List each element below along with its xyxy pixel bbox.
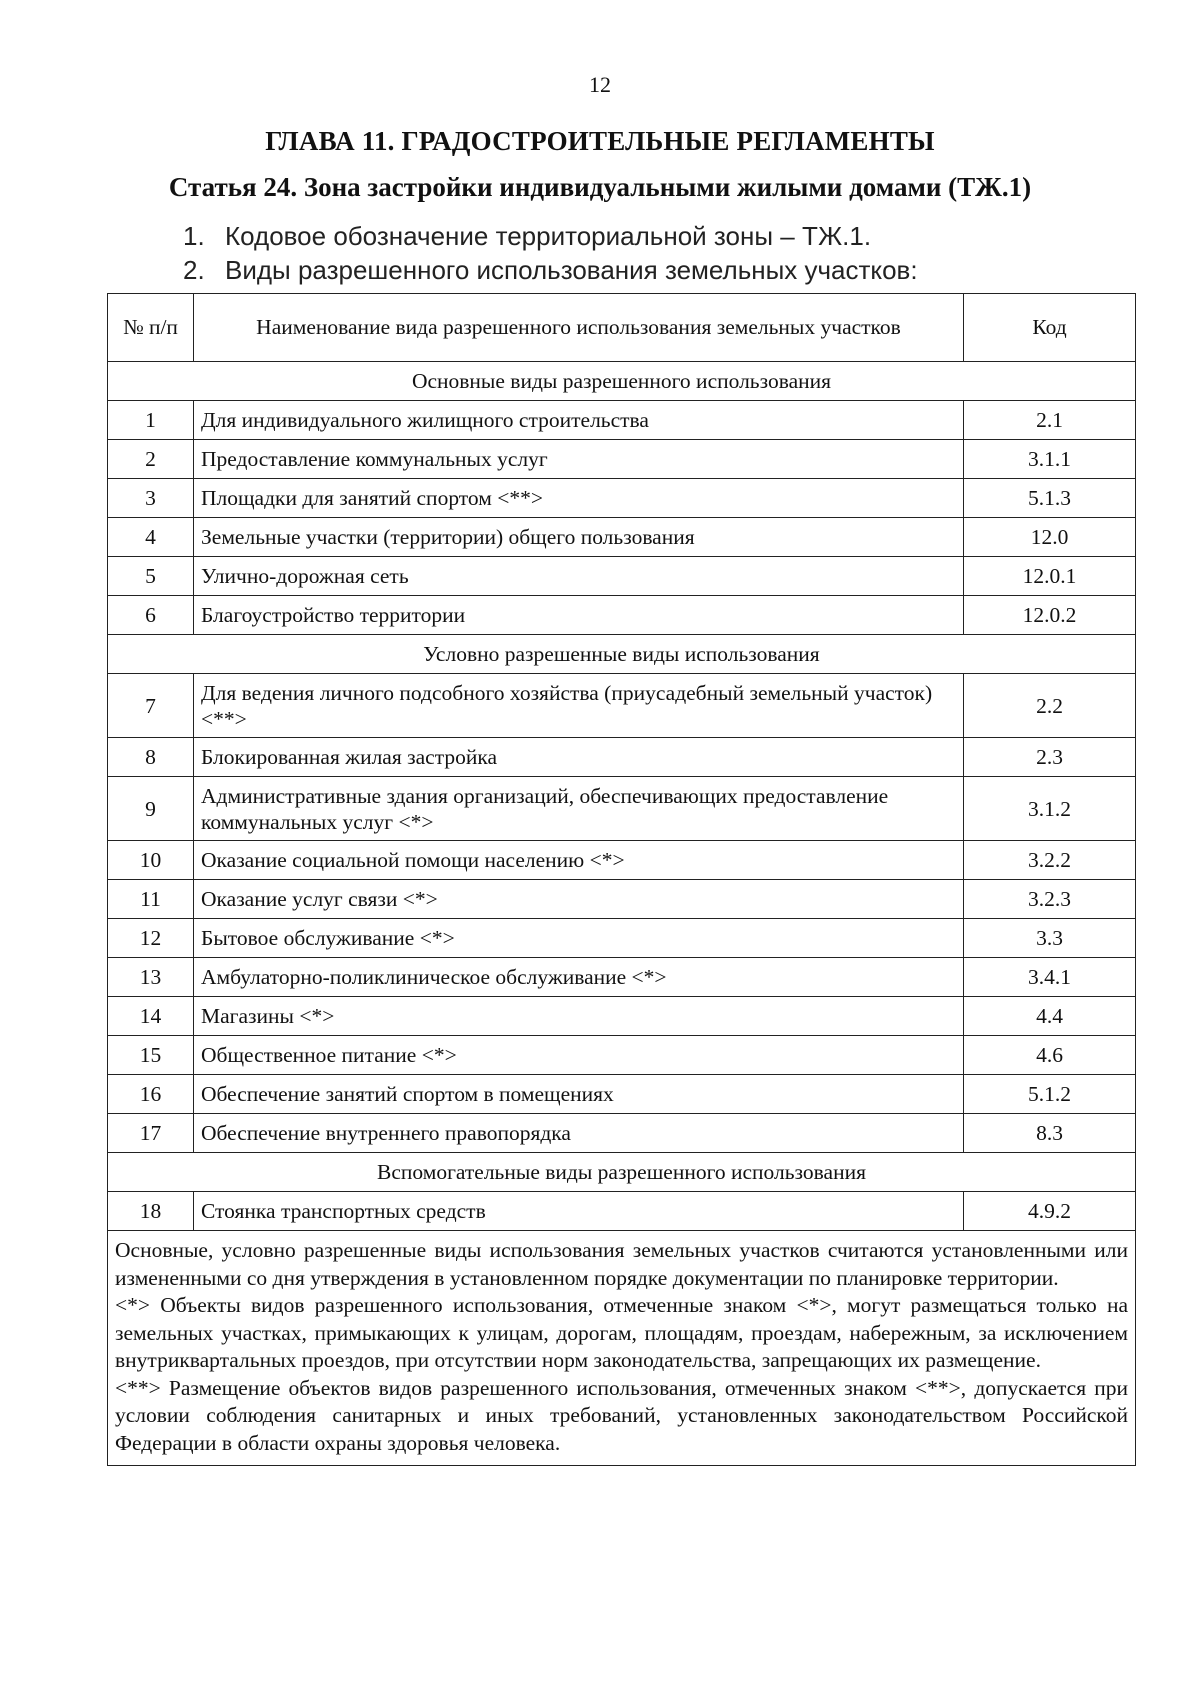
row-num: 18 [108,1192,194,1231]
row-code: 3.2.2 [964,841,1136,880]
row-code: 4.9.2 [964,1192,1136,1231]
chapter-title: ГЛАВА 11. ГРАДОСТРОИТЕЛЬНЫЕ РЕГЛАМЕНТЫ [265,126,935,156]
permitted-use-table [107,293,1136,1466]
header-num: № п/п [108,294,194,362]
row-code: 3.2.3 [964,880,1136,919]
row-code: 4.6 [964,1036,1136,1075]
row-name: Стоянка транспортных средств [194,1192,964,1231]
table-row [108,557,1136,596]
table-row [108,1192,1136,1231]
row-code: 8.3 [964,1114,1136,1153]
list-item [183,219,918,253]
row-num: 10 [108,841,194,880]
row-name: Обеспечение внутреннего правопорядка [194,1114,964,1153]
row-num: 4 [108,518,194,557]
table-row [108,401,1136,440]
table-row [108,440,1136,479]
row-code: 12.0.1 [964,557,1136,596]
page-number: 12 [589,72,611,97]
table-row [108,738,1136,777]
row-name: Общественное питание <*> [194,1036,964,1075]
row-name: Административные здания организаций, обеспечивающих предоставление коммунальных услуг <*> [194,777,964,841]
row-name: Предоставление коммунальных услуг [194,440,964,479]
section-title: Условно разрешенные виды использования [108,635,1136,674]
header-name: Наименование вида разрешенного использования земельных участков [194,294,964,362]
table-header-row [108,294,1136,362]
row-name: Бытовое обслуживание <*> [194,919,964,958]
row-name: Улично-дорожная сеть [194,557,964,596]
note-paragraph: Основные, условно разрешенные виды использования земельных участков считаются установленными или измененными со дня утверждения в установленном порядке документации по планировке территории. [115,1238,1128,1290]
row-name: Благоустройство территории [194,596,964,635]
row-num: 12 [108,919,194,958]
table-row [108,841,1136,880]
row-num: 1 [108,401,194,440]
row-num: 14 [108,997,194,1036]
row-code: 4.4 [964,997,1136,1036]
note-paragraph: <*> Объекты видов разрешенного использования, отмеченные знаком <*>, могут размещаться только на земельных участках, примыкающих к улицам, дорогам, площадям, проездам, набережным, за исключением внутриквартальных проездов, при отсутствии норм законодательства, запрещающих их размещение. [115,1293,1128,1372]
row-code: 3.3 [964,919,1136,958]
row-num: 2 [108,440,194,479]
row-num: 15 [108,1036,194,1075]
table-row [108,880,1136,919]
row-num: 11 [108,880,194,919]
table-row [108,596,1136,635]
table-row [108,479,1136,518]
table-row [108,919,1136,958]
list-item-text: Виды разрешенного использования земельных участков: [225,255,918,285]
table-row [108,958,1136,997]
section-row [108,635,1136,674]
notes-cell [108,1231,1136,1466]
notes-row [108,1231,1136,1466]
section-row [108,362,1136,401]
row-code: 2.2 [964,674,1136,738]
row-code: 2.3 [964,738,1136,777]
list-item-number: 2. [183,255,205,285]
table-row [108,997,1136,1036]
row-code: 3.1.1 [964,440,1136,479]
row-code: 2.1 [964,401,1136,440]
header-code: Код [964,294,1136,362]
list-item-number: 1. [183,221,205,251]
note-paragraph: <**> Размещение объектов видов разрешенного использования, отмеченных знаком <**>, допускается при условии соблюдения санитарных и иных требований, установленных законодательством Российской Федерации в области охраны здоровья человека. [115,1375,1128,1455]
table-row [108,1036,1136,1075]
row-name: Оказание услуг связи <*> [194,880,964,919]
row-name: Магазины <*> [194,997,964,1036]
row-name: Блокированная жилая застройка [194,738,964,777]
row-name: Площадки для занятий спортом <**> [194,479,964,518]
table-row [108,1114,1136,1153]
row-num: 13 [108,958,194,997]
row-code: 5.1.3 [964,479,1136,518]
row-name: Оказание социальной помощи населению <*> [194,841,964,880]
row-name: Амбулаторно-поликлиническое обслуживание <*> [194,958,964,997]
row-num: 17 [108,1114,194,1153]
row-num: 9 [108,777,194,841]
row-code: 12.0 [964,518,1136,557]
section-title: Вспомогательные виды разрешенного использования [108,1153,1136,1192]
row-num: 16 [108,1075,194,1114]
table-row [108,674,1136,738]
row-num: 6 [108,596,194,635]
row-name: Для индивидуального жилищного строительства [194,401,964,440]
table-row [108,777,1136,841]
numbered-list [183,219,918,287]
row-num: 7 [108,674,194,738]
row-code: 3.4.1 [964,958,1136,997]
row-code: 5.1.2 [964,1075,1136,1114]
table-row [108,1075,1136,1114]
section-title: Основные виды разрешенного использования [108,362,1136,401]
row-name: Для ведения личного подсобного хозяйства (приусадебный земельный участок) <**> [194,674,964,738]
row-num: 3 [108,479,194,518]
list-item [183,253,918,287]
row-code: 12.0.2 [964,596,1136,635]
section-row [108,1153,1136,1192]
table-row [108,518,1136,557]
row-name: Земельные участки (территории) общего пользования [194,518,964,557]
row-num: 5 [108,557,194,596]
row-code: 3.1.2 [964,777,1136,841]
article-title: Статья 24. Зона застройки индивидуальными жилыми домами (ТЖ.1) [168,172,1032,202]
list-item-text: Кодовое обозначение территориальной зоны – ТЖ.1. [225,221,872,251]
row-name: Обеспечение занятий спортом в помещениях [194,1075,964,1114]
row-num: 8 [108,738,194,777]
